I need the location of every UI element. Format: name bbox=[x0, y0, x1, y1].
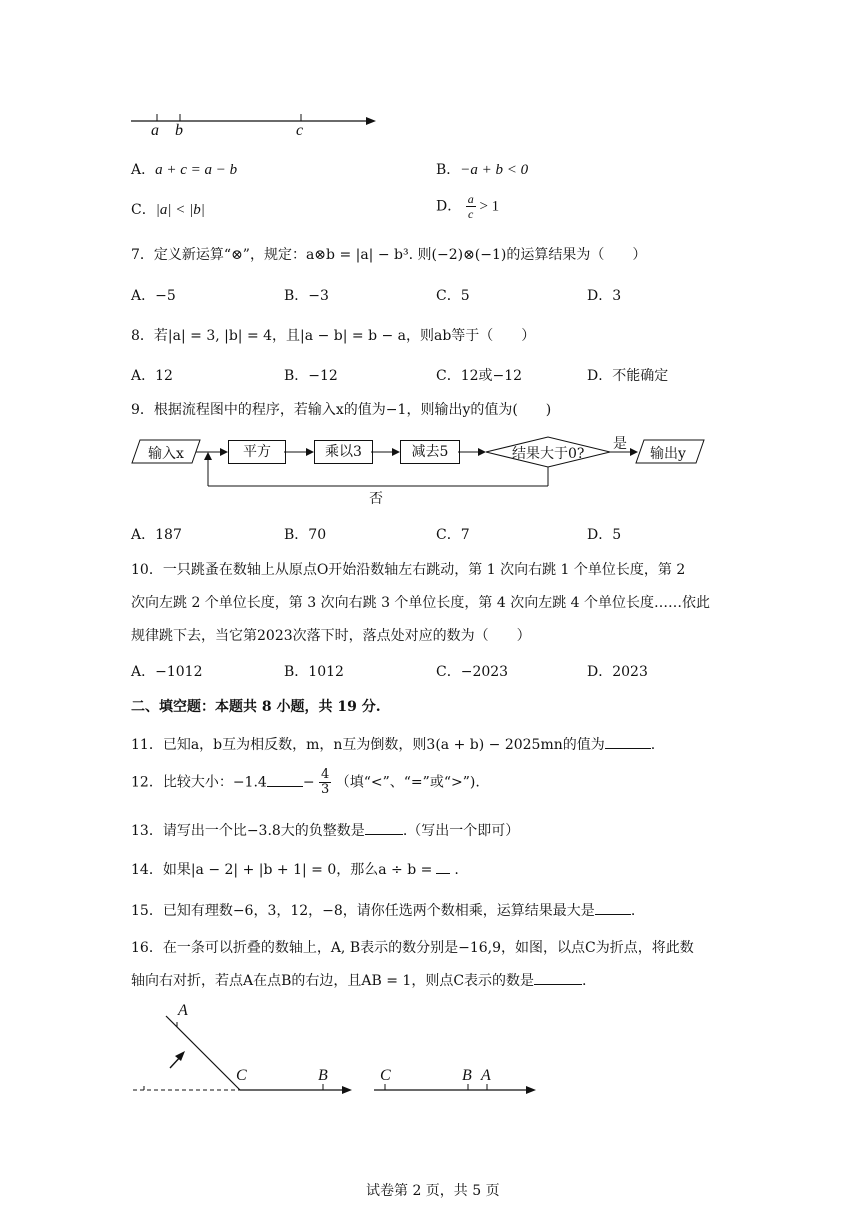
q15: 15．已知有理数−6，3，12，−8，请你任选两个数相乘，运算结果最大是 . bbox=[131, 903, 636, 919]
fig-label-B-right: B bbox=[462, 1067, 472, 1084]
flow-yes: 是 bbox=[613, 436, 627, 452]
q7-stem: 7．定义新运算“⊗”，规定：a⊗b = |a| − b³. 则(−2)⊗(−1)的运算结果为（ ） bbox=[131, 247, 647, 263]
flow-step-subtract: 减去5 bbox=[400, 440, 460, 464]
q6-option-b[interactable]: B．−a + b < 0 bbox=[436, 162, 529, 178]
flow-step-square: 平方 bbox=[228, 440, 286, 464]
q8-option-c[interactable]: C．12或−12 bbox=[436, 368, 523, 384]
fig-label-C-left: C bbox=[236, 1067, 247, 1084]
fig-label-A-left: A bbox=[178, 1002, 188, 1019]
flow-input: 输入x bbox=[148, 446, 184, 462]
q10-line-1: 10．一只跳蚤在数轴上从原点O开始沿数轴左右跳动，第 1 次向右跳 1 个单位长度，第 2 bbox=[131, 562, 686, 578]
fraction-4-over-3: $\frac{4}{3}$ bbox=[321, 767, 330, 797]
q8-option-a[interactable]: A．12 bbox=[131, 368, 173, 384]
q16-line-2: 轴向右对折，若点A在点B的右边，且AB = 1，则点C表示的数是 . bbox=[131, 973, 587, 989]
q11: 11．已知a，b互为相反数，m，n互为倒数，则3(a + b) − 2025mn的值为 . bbox=[131, 737, 656, 753]
q9-option-b[interactable]: B．70 bbox=[284, 527, 327, 543]
q10-line-2: 次向左跳 2 个单位长度，第 3 次向右跳 3 个单位长度，第 4 次向左跳 4 个单位长度……依此 bbox=[131, 595, 711, 611]
flow-decision: 结果大于0? bbox=[512, 446, 585, 462]
q8-option-b[interactable]: B．−12 bbox=[284, 368, 338, 384]
flow-no: 否 bbox=[369, 491, 383, 507]
q9-option-c[interactable]: C．7 bbox=[436, 527, 470, 543]
q7-option-d[interactable]: D．3 bbox=[587, 288, 622, 304]
flow-step-multiply: 乘以3 bbox=[314, 440, 373, 464]
q16-line-1: 16．在一条可以折叠的数轴上，A, B表示的数分别是−16,9，如图，以点C为折点，将此数 bbox=[131, 940, 694, 956]
q9-stem: 9．根据流程图中的程序，若输入x的值为−1，则输出y的值为( ) bbox=[131, 402, 552, 418]
q10-option-c[interactable]: C．−2023 bbox=[436, 664, 509, 680]
q10-option-a[interactable]: A．−1012 bbox=[131, 664, 203, 680]
fig-label-B-left: B bbox=[318, 1067, 328, 1084]
q7-option-b[interactable]: B．−3 bbox=[284, 288, 329, 304]
flow-output: 输出y bbox=[650, 446, 686, 462]
q8-option-d[interactable]: D．不能确定 bbox=[587, 368, 669, 384]
q8-stem: 8．若|a| = 3, |b| = 4，且|a − b| = b − a，则ab等于（ ） bbox=[131, 328, 536, 344]
q10-option-d[interactable]: D．2023 bbox=[587, 664, 648, 680]
q6-option-c[interactable]: C．|a| < |b| bbox=[131, 202, 205, 218]
q10-line-3: 规律跳下去，当它第2023次落下时，落点处对应的数为（ ） bbox=[131, 628, 531, 644]
q14: 14．如果|a − 2| + |b + 1| = 0，那么a ÷ b = . bbox=[131, 862, 459, 878]
q7-option-a[interactable]: A．−5 bbox=[131, 288, 176, 304]
q9-option-d[interactable]: D．5 bbox=[587, 527, 622, 543]
q6-option-a[interactable]: A．a + c = a − b bbox=[131, 162, 238, 178]
label-b: b bbox=[175, 122, 183, 139]
q9-option-a[interactable]: A．187 bbox=[131, 527, 182, 543]
q6-option-d[interactable]: D． $\frac{a}{c}$ > 1 bbox=[436, 192, 500, 221]
label-c: c bbox=[296, 122, 304, 139]
fraction-a-over-c: $\frac{a}{c}$ bbox=[467, 192, 474, 221]
q10-option-b[interactable]: B．1012 bbox=[284, 664, 344, 680]
q12: 12．比较大小：−1.4 − $\frac{4}{3}$ （填“<”、“=”或“>”). bbox=[131, 767, 480, 797]
section-2-heading: 二、填空题：本题共 8 小题，共 19 分. bbox=[131, 699, 381, 715]
page-footer: 试卷第 2 页，共 5 页 bbox=[366, 1183, 500, 1199]
q7-option-c[interactable]: C．5 bbox=[436, 288, 470, 304]
label-a: a bbox=[151, 122, 159, 139]
q13: 13．请写出一个比−3.8大的负整数是 .（写出一个即可） bbox=[131, 823, 520, 839]
fig-label-C-right: C bbox=[380, 1067, 391, 1084]
fig-label-A-right: A bbox=[481, 1067, 491, 1084]
